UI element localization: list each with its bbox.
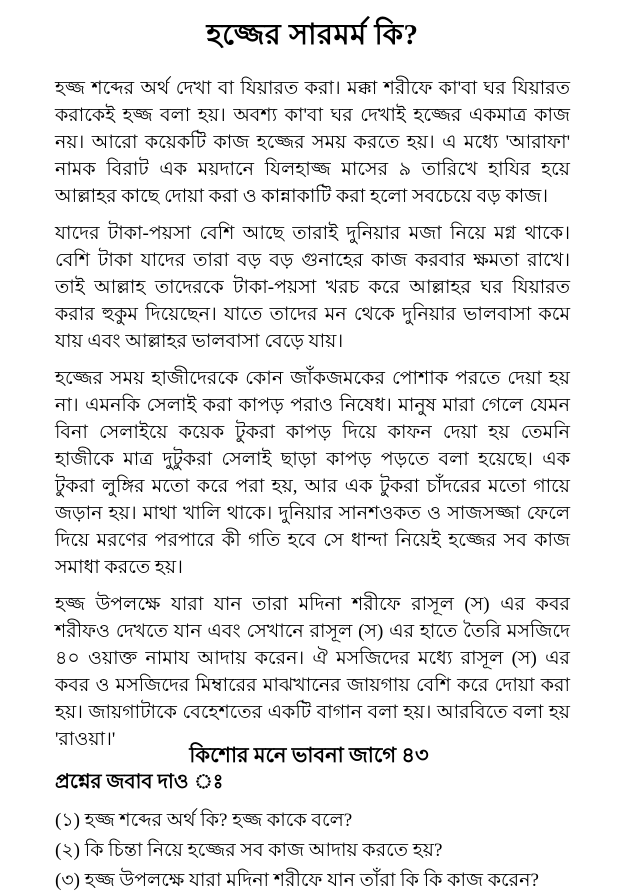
question-list [55,806,570,896]
question-2: (২) কি চিন্তা নিয়ে হজ্জের সব কাজ আদায় করতে হয়? [55,840,443,861]
page-title: হজ্জের সারমর্ম কি? [206,19,419,51]
book-footer-title-and-page-number: কিশোর মনে ভাবনা জাগে ৪৩ [189,743,429,767]
questions-heading: প্রশ্নের জবাব দাও ঃ [55,771,224,793]
question-1: (১) হজ্জ শব্দের অর্থ কি? হজ্জ কাকে বলে? [55,810,353,831]
paragraph-3: হজ্জের সময় হাজীদেরকে কোন জাঁকজমকের পোশাক পরতে দেয়া হয় না। এমনকি সেলাই করা কাপড় পরাও নিষেধ। মানুষ মারা গেলে যেমন বিনা সেলাইয়ে কয়েক টুকরা কাপড় দিয়ে কাফন দেয়া হয় তেমনি হাজীকে মাত্র দুটুকরা সেলাই ছাড়া কাপড় পড়তে বলা হয়েছে। এক টুকরা লুঙ্গির মতো করে পরা হয়, আর এক টুকরা চাঁদরের মতো গায়ে জড়ান হয়। মাথা খালি থাকে। দুনিয়ার সানশওকত ও সাজসজ্জা ফেলে দিয়ে মরণের পরপারে কী গতি হবে সে ধান্দা নিয়েই হজ্জের সব কাজ সমাধা করতে হয়। [55,368,570,578]
question-3: (৩) হজ্জ উপলক্ষে যারা মদিনা শরীফে যান তাঁরা কি কি কাজ করেন? [55,870,539,891]
questions-section [55,767,570,896]
paragraph-4: হজ্জ উপলক্ষে যারা যান তারা মদিনা শরীফে রাসূল (স) এর কবর শরীফও দেখতে যান এবং সেখানে রাসূল (স) এর হাতে তৈরি মসজিদে ৪০ ওয়াক্ত নামায আদায় করেন। ঐ মসজিদের মধ্যে রাসূল (স) এর কবর ও মসজিদের মিম্বারের মাঝখানের জায়গায় বেশি করে দোয়া করা হয়। জায়গাটাকে বেহেশতের একটি বাগান বলা হয়। আরবিতে বলা হয় 'রাওয়া।' [55,594,570,750]
paragraph-2: যাদের টাকা-পয়সা বেশি আছে তারাই দুনিয়ার মজা নিয়ে মগ্ন থাকে। বেশি টাকা যাদের তারা বড় বড় গুনাহের কাজ করবার ক্ষমতা রাখে। তাই আল্লাহ তাদেরকে টাকা-পয়সা খরচ করে আল্লাহর ঘর যিয়ারত করার হুকুম দিয়েছেন। যাতে তাদের মন থেকে দুনিয়ার ভালবাসা কমে যায় এবং আল্লাহর ভালবাসা বেড়ে যায়। [55,223,570,352]
body-text [55,75,570,753]
paragraph-1: হজ্জ শব্দের অর্থ দেখা বা যিয়ারত করা। মক্কা শরীফে কা'বা ঘর যিয়ারত করাকেই হজ্জ বলা হয়। অবশ্য কা'বা ঘর দেখাই হজ্জের একমাত্র কাজ নয়। আরো কয়েকটি কাজ হজ্জের সময় করতে হয়। এ মধ্যে 'আরাফা' নামক বিরাট এক ময়দানে যিলহাজ্জ মাসের ৯ তারিখে হাযির হয়ে আল্লাহর কাছে দোয়া করা ও কান্নাকাটি করা হলো সবচেয়ে বড় কাজ। [55,78,570,207]
